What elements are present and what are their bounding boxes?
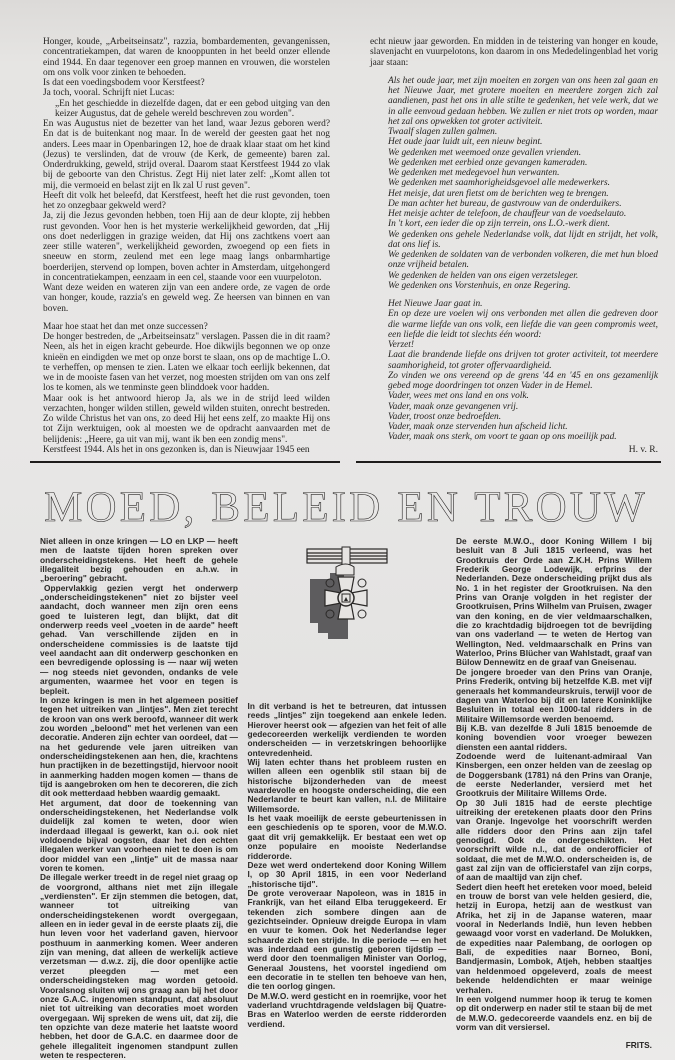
section-divider bbox=[30, 461, 661, 463]
paragraph: Maar ook is het antwoord hierop Ja, als we in de strijd leed wilden verzachten, honger wilden stillen, geweld wilden stuiten, onrecht bestreden. Zo wilde Christus het van ons, zo deed Hij het eens zelf, zo maakte Hij ons tot Zijn werktuigen, ook al moesten we de opdracht aanvaarden met de belijdenis: „Heere, ga uit van mij, want ik ben een zondig mens". bbox=[43, 393, 330, 445]
paragraph: Vader, maak ons sterk, om voort te gaan op ons moeilijk pad. bbox=[388, 432, 617, 443]
paragraph: Het Nieuwe Jaar gaat in. bbox=[388, 299, 483, 309]
paragraph: Want deze weiden en wateren zijn van een andere orde, ze vagen de orde van honger, koude, razzia's en geweld weg. Ze heersen van binnen en van boven. bbox=[43, 283, 330, 314]
paragraph: De grote veroveraar Napoleon, was in 1815 in Frankrijk, van het eiland Elba teruggekeerd. Er tekenden zich sombere dingen aan de gezichtseinder. Opnieuw dreigde Europa in vlam en vuur te komen. Ook het Nederlandse leger schaarde zich ten strijde. In die periode — en het was inderdaad een gunstig geboren tijdstip — werd door den toenmaligen Minister van Oorlog, Generaal Joustens, het voorstel ingediend om een decoratie in te stellen ten behoeve van hen, die ten oorlog gingen. bbox=[247, 887, 447, 992]
top-left-column bbox=[43, 37, 330, 455]
paragraph: Vader, troost onze bedroefden. bbox=[388, 411, 502, 422]
paragraph: Is dat een voedingsbodem voor Kerstfeest? bbox=[43, 78, 205, 88]
paragraph: Wij laten echter thans het probleem rusten en willen alleen een ogenblik stil staan bij de historische bijzonderheden van de meest waardevolle en hoogste onderscheiding, die een Nederlander te beurt kan vallen, n.l. de Militaire Willemsorde. bbox=[247, 757, 447, 814]
section-divider-right bbox=[356, 461, 661, 463]
article-column-1 bbox=[40, 537, 238, 1060]
paragraph: De jongere broeder van den Prins van Oranje, Prins Frederik, ontving bij hetzelfde K.B. met vijf generaals het kommandeurskruis, terwijl voor de dagen van Waterloo bij dit en latere Koninklijke Besluiten in totaal een 1000-tal ridders in de Militaire Willemsorde werden benoemd. bbox=[456, 666, 652, 724]
paragraph: Heeft dit volk het beleefd, dat Kerstfeest, heeft het die rust gevonden, toen het zo onzegbaar gekweld werd? bbox=[43, 190, 330, 211]
paragraph: We gedenken ons gehele Nederlandse volk, dat lijdt en strijdt, het volk, dat ons lief is. bbox=[388, 229, 658, 250]
paragraph: Op 30 Juli 1815 had de eerste plechtige uitreiking der eretekenen plaats door den Prins van Oranje. Ingevolge het voorschrift werden alle ridders door den Prins aan zijn tafel genodigd. Ook de ondergeschikten. Het voorschrift wilde n.l., dat de onderofficier of soldaat, die met de M.W.O. onderscheiden is, de gast zal zijn van de officierstafel van zijn corps, of aan de maaltijd van zijn chef. bbox=[456, 797, 652, 883]
paragraph: De illegale werker treedt in de regel niet graag op de voorgrond, althans niet met zijn illegale „verdiensten". Er zijn stemmen die betogen, dat, wanneer tot uitreiking van onderscheidingstekenen wordt overgegaan, alleen en in ieder geval in de eerste plaats zij, die hun leven voor het vaderland gaven, hiervoor posthuum in aanmerking komen. Weer anderen zijn van mening, dat alleen de werkelijk actieve verzetsman — d.w.z. zij, die door openlijke actie verzet pleegden — met een onderscheidingsteken mag worden getooid. Vooralsnog sluiten wij ons graag aan bij het door onze G.A.C. ingenomen standpunt, dat absoluut niet tot uitreiking van decoraties moet worden overgegaan. Wij spreken de wens uit, dat zij, die ten opzichte van deze materie het laatste woord hebben, het door de G.A.C. en daarmee door de gehele illegaliteit ingenomen standpunt zullen weten te respecteren. bbox=[40, 872, 238, 1060]
paragraph: Het oude jaar luidt uit, een nieuw begint. bbox=[388, 137, 543, 148]
article-column-2-wrap bbox=[248, 537, 447, 1029]
paragraph: Vader, wees met ons land en ons volk. bbox=[388, 391, 529, 402]
paragraph: Bij K.B. van dezelfde 8 Juli 1815 benoemde de koning bovendien voor vroeger bewezen diensten een aantal ridders. bbox=[456, 722, 652, 752]
paragraph: In 't kort, een ieder die op zijn terrein, ons L.O.-werk dient. bbox=[388, 219, 610, 230]
paragraph: De M.W.O. werd gesticht en in roemrijke, voor het vaderland vruchtdragende veldslagen bij Quatre-Bras en Waterloo werden de eerste ridderorden verdiend. bbox=[247, 990, 447, 1029]
paragraph: Deze wet werd ondertekend door Koning Willem I, op 30 April 1815, in een voor Nederland „historische tijd". bbox=[247, 859, 447, 889]
paragraph: Honger, koude, „Arbeitseinsatz", razzia, bombardementen, gevangenissen, concentratiekampen, dat waren de knooppunten in het beeld onzer ellende eind 1944. En daar tegenover een groep mannen en vrouwen, die worstelen om ons volk voor zinken te behoeden. bbox=[43, 37, 330, 78]
medal-box bbox=[248, 537, 447, 702]
paragraph: Oppervlakkig gezien vergt het onderwerp „onderscheidingstekenen" niet zo bijster veel aandacht, doch wanneer men zijn oren eens goed te luisteren legt, dan blijkt, dat dit onderwerp reeds veel „voeten in de aarde" heeft gehad. Van verschillende zijden en in onderscheidene commissies is de laatste tijd veel aandacht aan dit onderwerp geschonken en een bevredigende oplossing is — naar wij weten — nog steeds niet gevonden, ondanks de vele argumenten, waarmee het voor en tegen is bepleit. bbox=[40, 582, 238, 696]
section-divider-left bbox=[30, 461, 340, 463]
paragraph: Laat die brandende liefde ons drijven tot groter activiteit, tot meerdere saamhorigheid, tot groter offervaardigheid. bbox=[388, 350, 658, 371]
paragraph: Het meisje, dat uren fietst om de berichten weg te brengen. bbox=[388, 188, 609, 199]
article-column-3 bbox=[456, 537, 652, 1032]
paragraph: De honger bestreden, de „Arbeitseinsatz" verslagen. Passen die in dit raam? Neen, als het in eigen kracht gebeurde. Hoe dikwijls begonnen we op onze knieën en eindigden we met op onze borst te slaan, ons op de machtige L.O. te verheffen, op mensen te zien. Laten we elkaar toch eerlijk bekennen, dat we in de mooiste fasen van het verzet, nog moesten strijden om van ons zelf los te komen, als we tenminste geen blinddoek voor hadden. bbox=[43, 332, 330, 394]
paragraph: Zodoende werd de luitenant-admiraal Van Kinsbergen, een onzer helden van de zeeslag op de Doggersbank (1781) ná den Prins van Oranje, de eerste Nederlander, versierd met het Grootkruis der Militaire Willems Orde. bbox=[456, 750, 652, 799]
paragraph: We gedenken ons Vorstenhuis, en onze Regering. bbox=[388, 280, 571, 291]
paragraph: Zo vinden we ons vereend op de grens '44 en '45 en ons gezamenlijk gebed moge doordringen tot onzen Vader in de Hemel. bbox=[388, 370, 658, 391]
paragraph: Kerstfeest 1944. Als het in ons gezonken is, dan is Nieuwjaar 1945 een bbox=[43, 444, 310, 455]
paragraph: En was Augustus niet de bezetter van het land, waar Jezus geboren werd? En dat is de buitenkant nog maar. In de wereld der geesten gaat het nog anders. Lees maar in Openbaringen 12, hoe de draak klaar staat om het kind (Jezus) te verslinden, dat de vrouw (de Kerk, de gemeente) baren zal. Onderdrukking, geweld, strijd overal. Daarom staat Kerstfeest 1944 zo vlak bij de geboorte van den Christus. Zegt Hij niet later zelf: „Komt allen tot mij, die vermoeid en belast zijt en Ik zal U rust geven". bbox=[43, 119, 330, 191]
article-column-3-wrap bbox=[456, 537, 652, 1050]
article-author: FRITS. bbox=[625, 1040, 652, 1051]
headline: MOED, BELEID EN TROUW bbox=[44, 484, 648, 531]
paragraph: Maar hoe staat het dan met onze successen? bbox=[43, 321, 208, 332]
paragraph: We gedenken met eerbied onze gevangen kameraden. bbox=[388, 157, 588, 168]
paragraph: Het meisje achter de telefoon, de chauffeur van de voedselauto. bbox=[388, 209, 627, 219]
paragraph: Vader, maak onze stervenden hun afscheid licht. bbox=[388, 422, 568, 432]
paragraph: We gedenken de soldaten van de verbonden volkeren, die met hun bloed onze vrijheid betalen. bbox=[388, 250, 658, 271]
paragraph: We gedenken met saamhorigheidsgevoel alle medewerkers. bbox=[388, 178, 610, 189]
paragraph: En op deze ure voelen wij ons verbonden met allen die gedreven door die warme liefde van ons volk, een liefde die van geen compromis weet, een liefde die leidt tot slechts één woord: bbox=[388, 309, 658, 340]
paragraph: De eerste M.W.O., door Koning Willem I bij besluit van 8 Juli 1815 verleend, was het Grootkruis der Orde aan Z.K.H. Prins Willem Frederik George Lodewijk, erfprins der Nederlanden. Deze onderscheiding prijkt dus als No. 1 in het register der Grootkruisen. Na den Prins van Oranje volgden in het register der Grootkruisen, Prins Wilhelm van Pruisen, zwager van den koning, en de vier veldmaarschalken, die zo krachtdadig bijdroegen tot de bevrijding van ons vaderland — te weten de Hertog van Wellington, Ned. veldmaarschalk en Prins van Waterloo, Prins Blücher van Wahlstadt, graaf van Bülow Dennewitz en de graaf van Gneisenau. bbox=[456, 536, 652, 668]
paragraph: We gedenken met weemoed onze gevallen vrienden. bbox=[388, 147, 582, 158]
new-year-quote bbox=[370, 76, 658, 443]
medal-illustration bbox=[302, 537, 392, 647]
top-section bbox=[43, 37, 658, 455]
paragraph: „En het geschiedde in diezelfde dagen, dat er een gebod uitging van den keizer Augustus, dat de gehele wereld beschreven zou worden". bbox=[55, 98, 330, 119]
paragraph: Als het oude jaar, met zijn moeiten en zorgen van ons heen zal gaan en het Nieuwe Jaar, met grotere moeiten en meerdere zorgen zich zal aandienen, past het ons in alle stilte te gedenken, het vele werk, dat we in alle eenvoud gedaan hebben. We zullen er niet trots op worden, maar het zal ons opwekken tot groter activiteit. bbox=[388, 75, 658, 127]
paragraph: Vader, maak onze gevangenen vrij. bbox=[388, 401, 519, 412]
paragraph: Sedert dien heeft het ereteken voor moed, beleid en trouw de borst van vele helden gesierd, die, hetzij in Europa, hetzij aan de westkust van Afrika, het zij in de Japanse wateren, maar vooral in Nederlands Indië, hun leven hebben gewaagd voor vorst en vaderland. De Molukken, de expedities naar Palembang, de oorlogen op Bali, de expedities naar Borneo, Boni, Bandjermasin, Lombok, Atjeh, hebben staaltjes van heldenmoed opgeleverd, zoals de meest bekende heldendichten er maar weinige verhalen. bbox=[456, 881, 652, 995]
paragraph: Is het vaak moeilijk de eerste gebeurtenissen in een geschiedenis op te sporen, voor de M.W.O. gaat dit vrij gemakkelijk. Er bestaat een wet op onze populaire en mooiste Nederlandse ridderorde. bbox=[247, 813, 447, 861]
cross-icon bbox=[310, 564, 367, 639]
paragraph: In onze kringen is men in het algemeen positief tegen het uitreiken van „lintjes". Men ziet terecht de kroon van ons werk beroofd, wanneer dit werk zou worden „beloond" met het verlenen van een decoratie. Anderen zijn echter van oordeel, dat — na het gedurende vele jaren uitreiken van onderscheidingstekenen aan hen, die, krachtens hun practijken in de bezettingstijd, hiervoor nooit in aanmerking hadden mogen komen — thans de tijd is aangebroken om hen te decoreren, die zich dit ook metterdaad hebben waardig gemaakt. bbox=[40, 694, 238, 799]
paragraph: We gedenken met medegevoel hun verwanten. bbox=[388, 168, 560, 178]
top-right-column bbox=[370, 37, 658, 455]
paragraph: We gedenken de helden van ons eigen verzetsleger. bbox=[388, 270, 579, 281]
paragraph: In dit verband is het te betreuren, dat intussen reeds „lintjes" zijn toegekend aan enkele leden. Hierover heerst ook — afgezien van het feit of alle gedecoreerden werkelijk verdienden te worden onderscheiden — in verzetskringen behoorlijke ontevredenheid. bbox=[247, 701, 447, 758]
paragraph: Niet alleen in onze kringen — LO en LKP — heeft men de laatste tijden horen spreken over onderscheidingstekens. Het heeft de gehele illegaliteit bezig gehouden en a.h.w. in „beroering" gebracht. bbox=[40, 536, 238, 584]
signature: H. v. R. bbox=[628, 444, 658, 455]
article-column-2 bbox=[248, 702, 447, 1029]
article-body bbox=[40, 537, 652, 1060]
paragraph: De man achter het bureau, de gastvrouw van de onderduikers. bbox=[388, 198, 622, 209]
paragraph: In een volgend nummer hoop ik terug te komen op dit onderwerp en nader stil te staan bij de met de M.W.O. gedecoreerde vaandels enz. en bij de vorm van dit versiersel. bbox=[456, 993, 652, 1032]
paragraph: Het argument, dat door de toekenning van onderscheidingstekenen, het Nederlandse volk duidelijk zal komen te weten, door wien inderdaad illegaal is gewerkt, kan o.i. ook niet voldoende bijval oogsten, daar het den echten illegalen werker van voorheen niet te doen is om door middel van een „lintje" uit de massa naar voren te komen. bbox=[40, 797, 238, 874]
paragraph: Twaalf slagen zullen galmen. bbox=[388, 127, 498, 137]
paragraph: Ja, zij die Jezus gevonden hebben, toen Hij aan de deur klopte, zij hebben rust gevonden. Voor hen is het mysterie werkelijkheid geworden, dat „Hij ons doet nederliggen in grazige weiden, dat Hij ons zachtkens voert aan zeer stille wateren", werkelijkheid geworden, zwoegend op een fiets in sneeuw en storm, zeulend met een lege maag langs onbarmhartige boerderijen, stervend op lompen, boven achter in Amsterdam, uitgehongerd in concentratiekampen, eenzaam in een cel, staande voor een vuurpeloton. bbox=[43, 211, 330, 283]
intro-paragraph: echt nieuw jaar geworden. En midden in de teistering van honger en koude, slavenjacht en vuurpelotons, kon daarom in ons Mededelingenblad het vorig jaar staan: bbox=[370, 37, 658, 68]
paragraph: Verzet! bbox=[388, 340, 415, 350]
ribbon-icon bbox=[307, 547, 387, 565]
paragraph: Ja toch, vooral. Schrijft niet Lucas: bbox=[43, 88, 175, 99]
